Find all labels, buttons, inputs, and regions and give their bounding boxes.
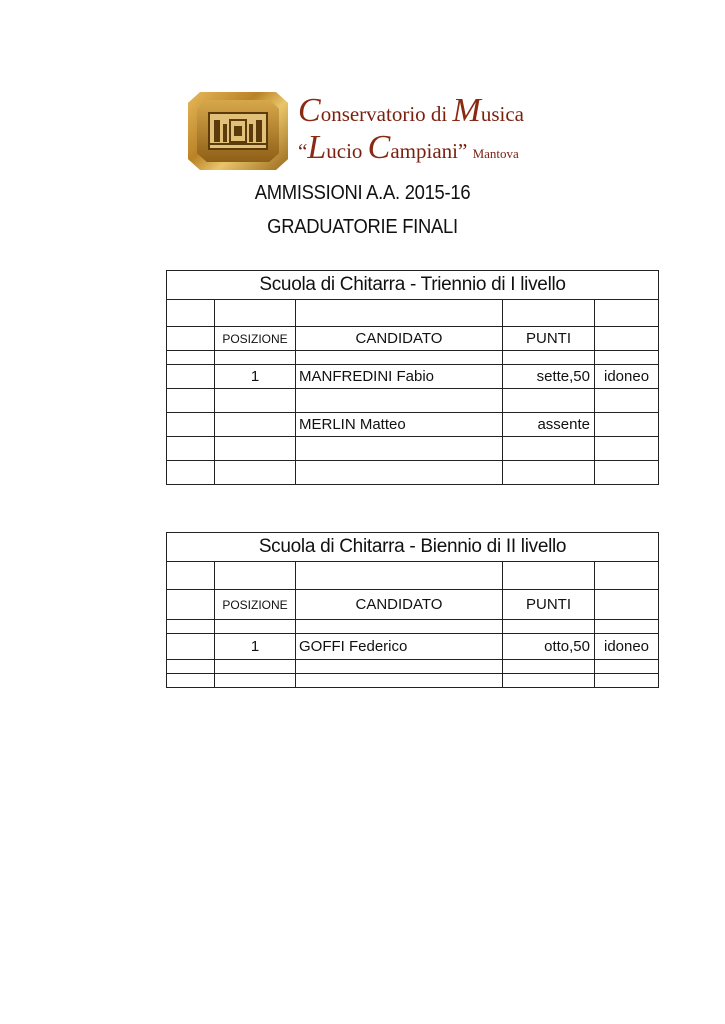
- table-title: Scuola di Chitarra - Triennio di I livello: [167, 271, 659, 300]
- row-points: assente: [503, 413, 595, 437]
- table-row: [167, 634, 659, 660]
- logo-wordmark: Conservatorio di Musica “Lucio Campiani” Mantova: [298, 92, 524, 166]
- ranking-table-triennio: [166, 270, 659, 485]
- table-title: Scuola di Chitarra - Biennio di II livello: [167, 533, 659, 562]
- row-candidate: MERLIN Matteo: [296, 413, 503, 437]
- row-position: [215, 413, 296, 437]
- row-candidate: GOFFI Federico: [296, 634, 503, 660]
- row-candidate: MANFREDINI Fabio: [296, 365, 503, 389]
- row-position: 1: [215, 365, 296, 389]
- row-points: sette,50: [503, 365, 595, 389]
- table-row: [167, 413, 659, 437]
- row-position: 1: [215, 634, 296, 660]
- row-result: idoneo: [595, 634, 659, 660]
- header-candidate: CANDIDATO: [296, 590, 503, 620]
- conservatory-logo: [188, 92, 553, 172]
- page-title: AMMISSIONI A.A. 2015-16: [254, 182, 471, 204]
- header-position: POSIZIONE: [215, 590, 296, 620]
- row-points: otto,50: [503, 634, 595, 660]
- table-row: [167, 365, 659, 389]
- header-points: PUNTI: [503, 327, 595, 351]
- header-position: POSIZIONE: [215, 327, 296, 351]
- row-result: idoneo: [595, 365, 659, 389]
- page-subtitle: GRADUATORIE FINALI: [267, 216, 458, 238]
- header-points: PUNTI: [503, 590, 595, 620]
- ranking-table-biennio: [166, 532, 659, 688]
- row-result: [595, 413, 659, 437]
- logo-emblem: [188, 92, 288, 170]
- header-candidate: CANDIDATO: [296, 327, 503, 351]
